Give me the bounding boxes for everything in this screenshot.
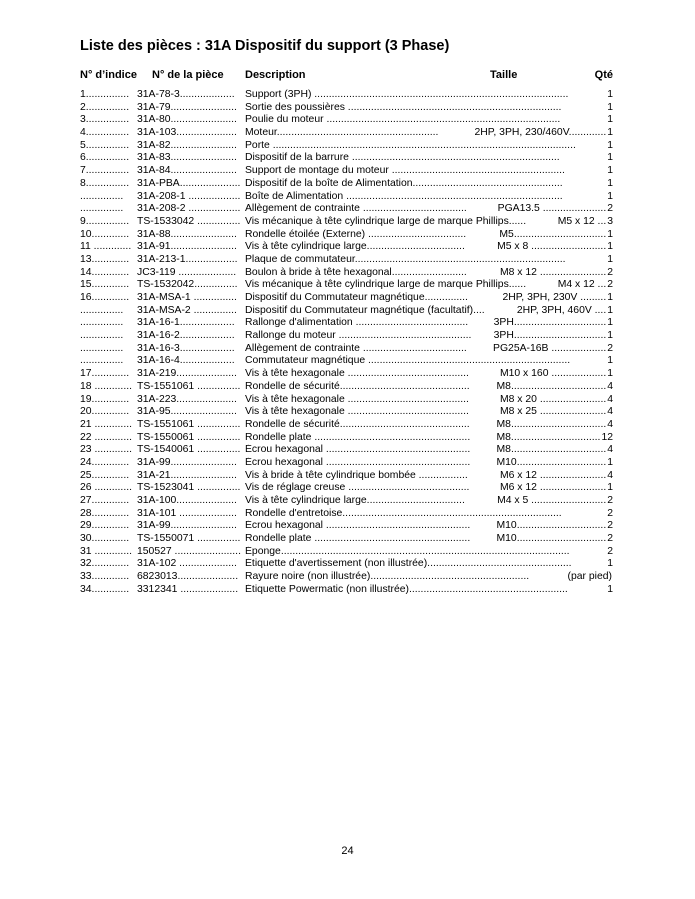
- table-row: [80, 495, 613, 508]
- index-cell: 22 .............: [80, 431, 132, 443]
- part-number-cell: 31A-101 ....................: [137, 507, 237, 519]
- description-cell: Sortie des poussières ..........................................................................: [245, 101, 562, 113]
- size-cell: M5 x 8 ..........................: [497, 241, 607, 253]
- size-cell: M4 x 5 ..........................: [497, 495, 607, 506]
- index-cell: 9...............: [80, 215, 130, 227]
- size-cell: 2HP, 3PH, 230V .........: [502, 292, 607, 303]
- quantity-cell: 1: [607, 190, 613, 202]
- size-cell: M6 x 12 .......................: [499, 469, 607, 481]
- quantity-cell: 4: [607, 380, 613, 392]
- part-number-cell: 31A-99.......................: [137, 456, 237, 468]
- part-number-cell: 31A-16-2...................: [137, 330, 235, 342]
- part-number-cell: 31A-208-2 ..................: [137, 203, 241, 215]
- table-row: [80, 355, 613, 368]
- size-cell: M8 x 20 .......................: [499, 393, 607, 405]
- index-cell: 6...............: [80, 152, 130, 164]
- description-cell: Vis mécanique à tête cylindrique large de marque Phillips......: [245, 279, 527, 291]
- table-row: [80, 203, 613, 216]
- table-row: [80, 317, 613, 330]
- quantity-cell: 1: [607, 482, 613, 494]
- part-number-cell: 31A-88.......................: [137, 228, 237, 240]
- part-number-cell: 31A-78-3...................: [137, 89, 235, 100]
- quantity-cell: 4: [607, 444, 613, 456]
- size-cell: M10 x 160 ...................: [499, 368, 607, 380]
- description-cell: Vis à tête cylindrique large..................................: [245, 241, 465, 253]
- header-part-number: N° de la pièce: [152, 69, 224, 81]
- index-cell: 4...............: [80, 127, 130, 139]
- quantity-cell: 1: [607, 583, 613, 595]
- size-cell: M5................................: [499, 228, 607, 240]
- description-cell: Boîte de Alimentation ...........................................................................: [245, 190, 563, 202]
- size-cell: 2HP, 3PH, 230/460V.............: [474, 127, 607, 139]
- part-number-cell: TS-1540061 ...............: [137, 444, 241, 456]
- description-cell: Allègement de contrainte ....................................: [245, 342, 467, 354]
- index-cell: 25.............: [80, 469, 130, 481]
- part-number-cell: 31A-16-3...................: [137, 342, 235, 354]
- index-cell: 13.............: [80, 253, 130, 265]
- table-row: [80, 292, 613, 305]
- description-cell: Vis mécanique à tête cylindrique large de marque Phillips......: [245, 215, 527, 227]
- part-number-cell: 31A-MSA-1 ...............: [137, 292, 237, 303]
- table-row: [80, 267, 613, 280]
- size-cell: PGA13.5 ......................: [497, 203, 607, 215]
- quantity-cell: 1: [607, 177, 613, 189]
- size-cell: M10...............................: [496, 520, 607, 532]
- description-cell: Étiquette d'avertissement (non illustrée)..................................................: [245, 558, 572, 570]
- size-cell: M8...............................: [496, 431, 601, 443]
- part-number-cell: JC3-119 ....................: [137, 266, 237, 278]
- quantity-cell: 2: [607, 495, 613, 506]
- page-title: Liste des pièces : 31A Dispositif du support (3 Phase): [80, 38, 450, 54]
- index-cell: 19.............: [80, 393, 130, 405]
- size-cell: M8.................................: [496, 444, 607, 456]
- description-cell: Dispositif du Commutateur magnétique...............: [245, 292, 468, 303]
- index-cell: 16.............: [80, 292, 130, 303]
- quantity-cell: 1: [607, 355, 613, 367]
- quantity-cell: 1: [607, 228, 613, 240]
- description-cell: Vis à tête cylindrique large..................................: [245, 495, 465, 506]
- header-size: Taille: [490, 69, 518, 81]
- table-row: [80, 584, 613, 597]
- quantity-cell: 1: [607, 139, 613, 151]
- table-row: [80, 444, 613, 457]
- size-cell: M8.................................: [496, 380, 607, 392]
- description-cell: Vis de réglage creuse ..........................................: [245, 482, 470, 494]
- quantity-cell: 1: [607, 165, 613, 177]
- size-cell: M8 x 12 .......................: [499, 266, 607, 278]
- description-cell: Vis à tête hexagonale ..........................................: [245, 368, 469, 380]
- index-cell: 21 .............: [80, 418, 132, 430]
- quantity-cell: 1: [607, 292, 613, 303]
- description-cell: Rondelle plate ......................................................: [245, 431, 471, 443]
- description-cell: Porte .........................................................................................................: [245, 139, 576, 151]
- index-cell: 10.............: [80, 228, 130, 240]
- table-row: [80, 330, 613, 343]
- quantity-cell: 4: [607, 418, 613, 430]
- quantity-cell: 2: [607, 203, 613, 215]
- table-row: [80, 178, 613, 191]
- table-row: [80, 470, 613, 483]
- index-cell: ...............: [80, 203, 124, 215]
- quantity-cell: 1: [607, 317, 613, 329]
- index-cell: 18 .............: [80, 380, 132, 392]
- table-row: [80, 546, 613, 559]
- table-row: [80, 571, 613, 584]
- size-cell: M4 x 12 ...: [557, 279, 607, 291]
- part-number-cell: 31A-95.......................: [137, 406, 237, 418]
- part-number-cell: 31A-16-4...................: [137, 355, 235, 367]
- table-row: [80, 558, 613, 571]
- description-cell: Rallonge du moteur ..............................................: [245, 330, 472, 342]
- description-cell: Support de montage du moteur ............................................................: [245, 165, 565, 177]
- part-number-cell: 31A-84.......................: [137, 165, 237, 177]
- table-row: [80, 114, 613, 127]
- description-cell: Dispositif de la barrure ........................................................................: [245, 152, 560, 164]
- quantity-cell: 1: [607, 152, 613, 164]
- quantity-cell: 1: [607, 368, 613, 380]
- index-cell: 27.............: [80, 495, 130, 506]
- index-cell: 5...............: [80, 139, 130, 151]
- description-cell: Rayure noire (non illustrée).......................................................: [245, 571, 530, 583]
- description-cell: Vis à tête hexagonale ..........................................: [245, 393, 469, 405]
- index-cell: 23 .............: [80, 444, 132, 456]
- quantity-cell: 2: [607, 507, 613, 519]
- table-row: [80, 89, 613, 102]
- header-quantity: Qté: [594, 69, 613, 81]
- description-cell: Commutateur magnétique ......................................................................: [245, 355, 571, 367]
- part-number-cell: TS-1532042...............: [137, 279, 238, 291]
- size-cell: (par pied): [567, 571, 612, 583]
- index-cell: 15.............: [80, 279, 130, 291]
- header-description: Description: [245, 69, 306, 81]
- part-number-cell: TS-1523041 ...............: [137, 482, 241, 494]
- description-cell: Plaque de commutateur.........................................................................: [245, 253, 566, 265]
- description-cell: Écrou hexagonal ..................................................: [245, 520, 471, 532]
- part-number-cell: 6823013.....................: [137, 571, 239, 583]
- quantity-cell: 1: [607, 558, 613, 570]
- quantity-cell: 1: [607, 241, 613, 253]
- part-number-cell: 31A-PBA.....................: [137, 177, 241, 189]
- table-row: [80, 191, 613, 204]
- size-cell: PG25A-16B ...................: [493, 342, 607, 354]
- index-cell: 24.............: [80, 456, 130, 468]
- part-number-cell: 31A-213-1..................: [137, 253, 238, 265]
- table-row: [80, 102, 613, 115]
- table-row: [80, 279, 613, 292]
- table-row: [80, 241, 613, 254]
- table-row: [80, 394, 613, 407]
- table-row: [80, 508, 613, 521]
- part-number-cell: 150527 .......................: [137, 545, 241, 557]
- quantity-cell: 1: [607, 304, 613, 316]
- table-row: [80, 127, 613, 140]
- table-row: [80, 152, 613, 165]
- description-cell: Poulie du moteur .................................................................................: [245, 114, 561, 126]
- description-cell: Dispositif du Commutateur magnétique (facultatif)....: [245, 304, 485, 316]
- part-number-cell: TS-1551061 ...............: [137, 418, 241, 430]
- header-index: N° d’indice: [80, 69, 137, 81]
- part-number-cell: TS-1533042 ...............: [137, 215, 241, 227]
- quantity-cell: 4: [607, 393, 613, 405]
- quantity-cell: 2: [607, 266, 613, 278]
- page-number: 24: [341, 845, 354, 857]
- description-cell: Boulon à bride à tête hexagonal..........................: [245, 266, 467, 278]
- index-cell: 33.............: [80, 571, 130, 583]
- table-row: [80, 419, 613, 432]
- index-cell: 29.............: [80, 520, 130, 532]
- index-cell: ...............: [80, 304, 124, 316]
- table-row: [80, 305, 613, 318]
- size-cell: M6 x 12 .......................: [499, 482, 607, 494]
- description-cell: Étiquette Powermatic (non illustrée).......................................................: [245, 583, 568, 595]
- part-number-cell: TS-1550071 ...............: [137, 533, 241, 545]
- index-cell: ...............: [80, 330, 124, 342]
- index-cell: 20.............: [80, 406, 130, 418]
- table-row: [80, 216, 613, 229]
- part-number-cell: TS-1551061 ...............: [137, 380, 241, 392]
- part-number-cell: TS-1550061 ...............: [137, 431, 241, 443]
- quantity-cell: 2: [607, 342, 613, 354]
- table-row: [80, 533, 613, 546]
- part-number-cell: 31A-82.......................: [137, 139, 237, 151]
- description-cell: Rondelle étoilée (Externe) ..................................: [245, 228, 467, 240]
- table-row: [80, 482, 613, 495]
- quantity-cell: 1: [607, 89, 613, 100]
- description-cell: Écrou hexagonal ..................................................: [245, 456, 471, 468]
- quantity-cell: 3: [607, 215, 613, 227]
- quantity-cell: 4: [607, 406, 613, 418]
- part-number-cell: 31A-16-1...................: [137, 317, 235, 329]
- part-number-cell: 31A-99.......................: [137, 520, 237, 532]
- description-cell: Vis à bride à tête cylindrique bombée .................: [245, 469, 468, 481]
- part-number-cell: 31A-100.....................: [137, 495, 237, 506]
- table-row: [80, 520, 613, 533]
- index-cell: ...............: [80, 190, 124, 202]
- quantity-cell: 2: [607, 533, 613, 545]
- table-row: [80, 381, 613, 394]
- size-cell: 3PH................................: [493, 317, 607, 329]
- description-cell: Moteur........................................................: [245, 127, 439, 139]
- part-number-cell: 31A-102 ....................: [137, 558, 237, 570]
- description-cell: Dispositif de la boîte de Alimentation....................................................: [245, 177, 563, 189]
- index-cell: ...............: [80, 355, 124, 367]
- quantity-cell: 2: [607, 520, 613, 532]
- description-cell: Rondelle d'entretoise............................................................................: [245, 507, 562, 519]
- quantity-cell: 2: [607, 279, 613, 291]
- description-cell: Vis à tête hexagonale ..........................................: [245, 406, 469, 418]
- size-cell: 3PH................................: [493, 330, 607, 342]
- index-cell: 17.............: [80, 368, 130, 380]
- index-cell: ...............: [80, 317, 124, 329]
- parts-list: [80, 89, 613, 597]
- part-number-cell: 31A-219.....................: [137, 368, 237, 380]
- description-cell: Rondelle de sécurité.............................................: [245, 380, 470, 392]
- description-cell: Rallonge d'alimentation .......................................: [245, 317, 469, 329]
- index-cell: 11 .............: [80, 241, 132, 253]
- part-number-cell: 31A-79.......................: [137, 101, 237, 113]
- table-row: [80, 254, 613, 267]
- index-cell: 26 .............: [80, 482, 132, 494]
- part-number-cell: 31A-103.....................: [137, 127, 237, 139]
- index-cell: ...............: [80, 342, 124, 354]
- description-cell: Éponge....................................................................................................: [245, 545, 570, 557]
- index-cell: 2...............: [80, 101, 130, 113]
- part-number-cell: 31A-80.......................: [137, 114, 237, 126]
- index-cell: 28.............: [80, 507, 130, 519]
- part-number-cell: 31A-21.......................: [137, 469, 237, 481]
- index-cell: 8...............: [80, 177, 130, 189]
- part-number-cell: 31A-223.....................: [137, 393, 237, 405]
- part-number-cell: 3312341 ....................: [137, 583, 239, 595]
- quantity-cell: 12: [601, 431, 613, 443]
- part-number-cell: 31A-208-1 ..................: [137, 190, 241, 202]
- description-cell: Rondelle plate ......................................................: [245, 533, 471, 545]
- table-row: [80, 229, 613, 242]
- table-row: [80, 432, 613, 445]
- description-cell: Allègement de contrainte ....................................: [245, 203, 467, 215]
- size-cell: M10...............................: [496, 533, 607, 545]
- quantity-cell: [612, 571, 613, 584]
- quantity-cell: 1: [607, 101, 613, 113]
- quantity-cell: 1: [607, 456, 613, 468]
- description-cell: Écrou hexagonal ..................................................: [245, 444, 471, 456]
- index-cell: 32.............: [80, 558, 130, 570]
- quantity-cell: 1: [607, 330, 613, 342]
- part-number-cell: 31A-MSA-2 ...............: [137, 304, 237, 316]
- part-number-cell: 31A-83.......................: [137, 152, 237, 164]
- size-cell: M8.................................: [496, 418, 607, 430]
- table-row: [80, 343, 613, 356]
- quantity-cell: 2: [607, 545, 613, 557]
- quantity-cell: 1: [607, 127, 613, 139]
- part-number-cell: 31A-91.......................: [137, 241, 237, 253]
- quantity-cell: 1: [607, 253, 613, 265]
- size-cell: 2HP, 3PH, 460V ....: [516, 304, 607, 316]
- size-cell: M10...............................: [496, 456, 607, 468]
- index-cell: 34.............: [80, 583, 130, 595]
- table-row: [80, 457, 613, 470]
- index-cell: 7...............: [80, 165, 130, 177]
- description-cell: Support (3PH) ........................................................................................: [245, 89, 569, 100]
- index-cell: 31 .............: [80, 545, 132, 557]
- index-cell: 3...............: [80, 114, 130, 126]
- table-row: [80, 140, 613, 153]
- quantity-cell: 1: [607, 114, 613, 126]
- size-cell: M8 x 25 .......................: [499, 406, 607, 418]
- index-cell: 30.............: [80, 533, 130, 545]
- index-cell: 14.............: [80, 266, 130, 278]
- table-row: [80, 165, 613, 178]
- quantity-cell: 4: [607, 469, 613, 481]
- size-cell: M5 x 12 ...: [557, 215, 607, 227]
- description-cell: Rondelle de sécurité.............................................: [245, 418, 470, 430]
- table-row: [80, 406, 613, 419]
- table-row: [80, 368, 613, 381]
- index-cell: 1...............: [80, 89, 130, 100]
